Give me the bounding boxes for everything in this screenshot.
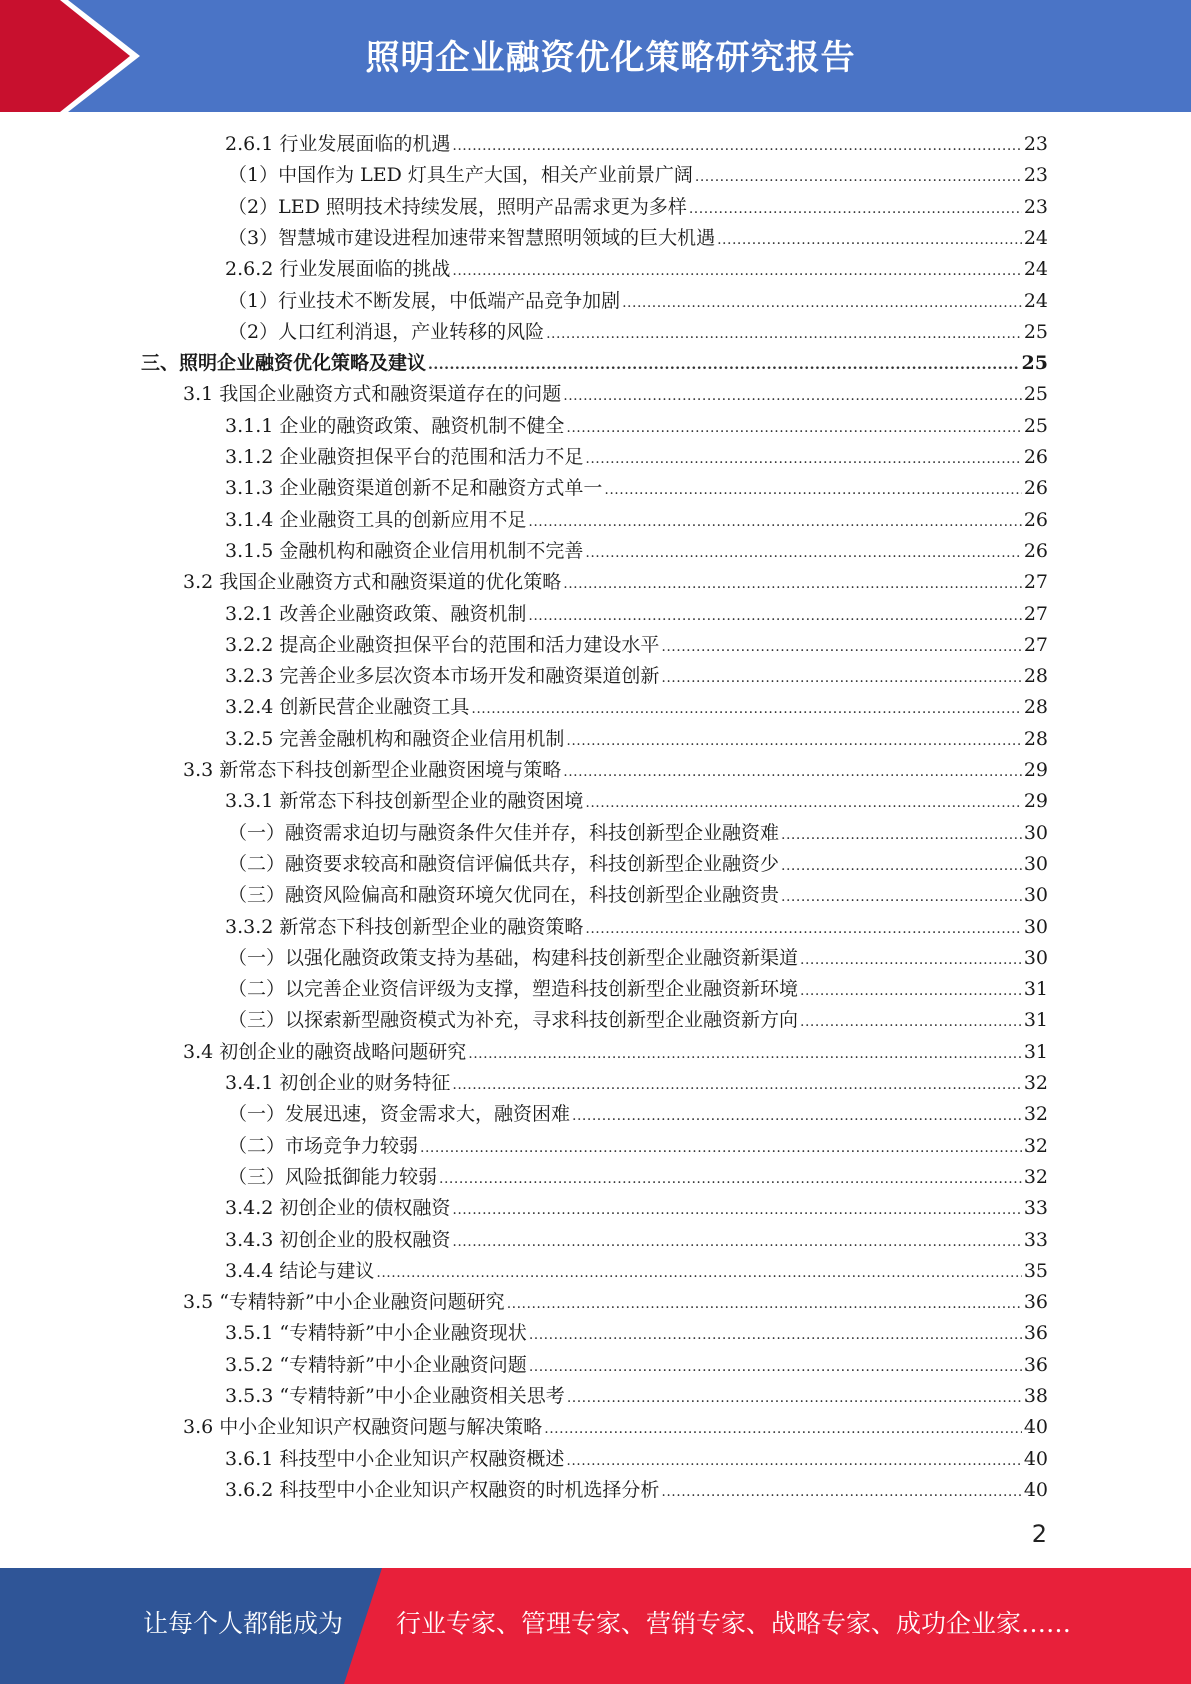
toc-entry[interactable] bbox=[228, 818, 1048, 849]
toc-entry-label: （1）中国作为 LED 灯具生产大国，相关产业前景广阔 bbox=[228, 164, 693, 187]
toc-leader-dots bbox=[544, 1414, 1022, 1445]
toc-entry-page: 32 bbox=[1023, 1072, 1048, 1094]
toc-entry[interactable] bbox=[225, 129, 1048, 160]
toc-entry[interactable] bbox=[225, 254, 1048, 285]
toc-entry[interactable] bbox=[225, 1068, 1048, 1099]
toc-entry-label: 3.4.4 结论与建议 bbox=[225, 1259, 375, 1282]
toc-entry-label: （三）融资风险偏高和融资环境欠优同在，科技创新型企业融资贵 bbox=[228, 884, 780, 907]
toc-entry-label: 3.6 中小企业知识产权融资问题与解决策略 bbox=[183, 1416, 543, 1439]
toc-entry[interactable] bbox=[228, 1099, 1048, 1130]
toc-entry-page: 25 bbox=[1023, 414, 1048, 437]
toc-entry[interactable] bbox=[225, 536, 1048, 567]
toc-entry[interactable] bbox=[225, 599, 1048, 630]
toc-entry-label: （一）以强化融资政策支持为基础，构建科技创新型企业融资新渠道 bbox=[228, 946, 799, 969]
toc-entry-label: 3.5 “专精特新”中小企业融资问题研究 bbox=[183, 1291, 505, 1314]
toc-entry-label: （一）融资需求迫切与融资条件欠佳并存，科技创新型企业融资难 bbox=[228, 821, 780, 844]
toc-entry-page: 25 bbox=[1023, 320, 1048, 343]
toc-entry-label: 3.1.1 企业的融资政策、融资机制不健全 bbox=[225, 414, 565, 437]
toc-entry[interactable] bbox=[228, 192, 1048, 223]
toc-entry[interactable] bbox=[228, 974, 1048, 1005]
toc-entry-page: 27 bbox=[1023, 633, 1048, 656]
page-number: 2 bbox=[1031, 1520, 1047, 1548]
toc-entry[interactable] bbox=[183, 567, 1048, 598]
toc-leader-dots bbox=[528, 601, 1021, 632]
toc-entry-label: 3.5.2 “专精特新”中小企业融资问题 bbox=[225, 1353, 527, 1376]
toc-entry-page: 33 bbox=[1023, 1228, 1048, 1251]
toc-entry-label: 3.2.2 提高企业融资担保平台的范围和活力建设水平 bbox=[225, 633, 660, 656]
toc-entry-label: 3.6.2 科技型中小企业知识产权融资的时机选择分析 bbox=[225, 1478, 660, 1501]
toc-entry[interactable] bbox=[183, 379, 1048, 410]
toc-entry[interactable] bbox=[225, 724, 1048, 755]
toc-entry-page: 29 bbox=[1023, 759, 1048, 781]
toc-entry[interactable] bbox=[225, 442, 1048, 473]
toc-entry[interactable] bbox=[225, 1225, 1048, 1256]
toc-entry-label: （三）以探索新型融资模式为补充，寻求科技创新型企业融资新方向 bbox=[228, 1009, 799, 1032]
toc-entry-label: 3.4.3 初创企业的股权融资 bbox=[225, 1228, 451, 1251]
toc-entry[interactable] bbox=[183, 1412, 1048, 1443]
toc-leader-dots bbox=[800, 976, 1022, 1007]
toc-leader-dots bbox=[452, 131, 1021, 162]
toc-entry[interactable] bbox=[228, 1162, 1048, 1193]
toc-entry-label: 3.3 新常态下科技创新型企业融资困境与策略 bbox=[183, 759, 562, 781]
toc-entry-label: 3.1 我国企业融资方式和融资渠道存在的问题 bbox=[183, 383, 562, 406]
report-title: 照明企业融资优化策略研究报告 bbox=[365, 38, 856, 78]
toc-entry-page: 28 bbox=[1023, 696, 1048, 719]
toc-leader-dots bbox=[471, 694, 1021, 725]
toc-entry-page: 35 bbox=[1023, 1259, 1048, 1282]
toc-leader-dots bbox=[572, 1101, 1022, 1132]
toc-entry[interactable] bbox=[225, 1256, 1048, 1287]
toc-entry-label: 3.2 我国企业融资方式和融资渠道的优化策略 bbox=[183, 571, 562, 594]
toc-entry-page: 36 bbox=[1023, 1322, 1048, 1345]
footer-slogan-left: 让每个人都能成为 bbox=[143, 1609, 344, 1638]
toc-entry-page: 30 bbox=[1023, 946, 1048, 969]
toc-leader-dots bbox=[566, 726, 1021, 757]
toc-entry-label: 3.5.3 “专精特新”中小企业融资相关思考 bbox=[225, 1385, 565, 1407]
toc-entry-page: 30 bbox=[1023, 884, 1048, 907]
toc-entry-page: 27 bbox=[1023, 571, 1048, 594]
toc-entry-label: 3.1.3 企业融资渠道创新不足和融资方式单一 bbox=[225, 477, 603, 500]
footer-slogan-right: 行业专家、管理专家、营销专家、战略专家、成功企业家…… bbox=[396, 1609, 1072, 1638]
toc-entry[interactable] bbox=[225, 692, 1048, 723]
toc-leader-dots bbox=[528, 507, 1021, 538]
toc-entry-page: 25 bbox=[1021, 352, 1048, 375]
toc-entry[interactable] bbox=[228, 849, 1048, 880]
toc-entry-page: 26 bbox=[1023, 539, 1048, 562]
toc-leader-dots bbox=[622, 288, 1022, 319]
toc-entry-page: 30 bbox=[1023, 915, 1048, 938]
toc-entry-label: （三）风险抵御能力较弱 bbox=[228, 1165, 438, 1188]
toc-entry-label: （二）融资要求较高和融资信评偏低共存，科技创新型企业融资少 bbox=[228, 852, 780, 875]
toc-leader-dots bbox=[420, 1133, 1022, 1164]
toc-entry-page: 23 bbox=[1023, 133, 1048, 155]
toc-entry-label: 三、照明企业融资优化策略及建议 bbox=[141, 352, 427, 375]
toc-entry-label: 3.4 初创企业的融资战略问题研究 bbox=[183, 1040, 467, 1063]
toc-entry-label: 3.2.3 完善企业多层次资本市场开发和融资渠道创新 bbox=[225, 665, 660, 688]
toc-entry-label: 2.6.1 行业发展面临的机遇 bbox=[225, 133, 451, 155]
toc-entry-page: 36 bbox=[1023, 1353, 1048, 1376]
toc-entry[interactable] bbox=[225, 411, 1048, 442]
toc-entry[interactable] bbox=[141, 348, 1048, 379]
toc-entry-page: 26 bbox=[1023, 508, 1048, 531]
toc-leader-dots bbox=[781, 882, 1022, 913]
toc-leader-dots bbox=[695, 162, 1022, 193]
toc-leader-dots bbox=[781, 820, 1022, 851]
toc-leader-dots bbox=[468, 1039, 1022, 1070]
toc-leader-dots bbox=[452, 1227, 1021, 1258]
toc-entry[interactable] bbox=[225, 505, 1048, 536]
toc-entry[interactable] bbox=[228, 286, 1048, 317]
toc-entry-page: 31 bbox=[1023, 1009, 1048, 1032]
toc-entry[interactable] bbox=[225, 912, 1048, 943]
toc-leader-dots bbox=[585, 914, 1021, 945]
toc-entry-label: 3.2.5 完善金融机构和融资企业信用机制 bbox=[225, 727, 565, 750]
toc-leader-dots bbox=[585, 444, 1021, 475]
toc-leader-dots bbox=[376, 1258, 1021, 1289]
toc-entry-page: 26 bbox=[1023, 477, 1048, 500]
toc-entry-page: 31 bbox=[1023, 978, 1048, 1001]
toc-entry-label: 3.2.4 创新民营企业融资工具 bbox=[225, 696, 470, 719]
toc-entry[interactable] bbox=[225, 1381, 1048, 1412]
toc-entry-label: 3.2.1 改善企业融资政策、融资机制 bbox=[225, 602, 527, 625]
toc-entry-label: 3.1.5 金融机构和融资企业信用机制不完善 bbox=[225, 539, 584, 562]
toc-leader-dots bbox=[661, 1477, 1021, 1508]
toc-entry-page: 36 bbox=[1023, 1291, 1048, 1314]
toc-entry[interactable] bbox=[225, 473, 1048, 504]
toc-entry[interactable] bbox=[183, 1287, 1048, 1318]
toc-leader-dots bbox=[452, 1070, 1021, 1101]
toc-entry[interactable] bbox=[228, 1005, 1048, 1036]
toc-entry-label: 3.4.1 初创企业的财务特征 bbox=[225, 1072, 451, 1094]
toc-leader-dots bbox=[452, 256, 1021, 287]
toc-entry-label: （二）以完善企业资信评级为支撑，塑造科技创新型企业融资新环境 bbox=[228, 978, 799, 1001]
toc-leader-dots bbox=[661, 663, 1021, 694]
toc-leader-dots bbox=[585, 538, 1021, 569]
toc-entry-page: 25 bbox=[1023, 383, 1048, 406]
toc-leader-dots bbox=[717, 225, 1022, 256]
toc-entry[interactable] bbox=[225, 661, 1048, 692]
toc-entry-page: 29 bbox=[1023, 790, 1048, 813]
toc-entry-label: 3.5.1 “专精特新”中小企业融资现状 bbox=[225, 1322, 527, 1345]
toc-entry-page: 23 bbox=[1023, 195, 1048, 218]
page-footer bbox=[0, 1568, 1191, 1684]
toc-leader-dots bbox=[566, 1446, 1021, 1477]
toc-entry-page: 40 bbox=[1023, 1416, 1048, 1439]
toc-leader-dots bbox=[689, 194, 1022, 225]
toc-entry[interactable] bbox=[225, 1318, 1048, 1349]
toc-entry-page: 30 bbox=[1023, 852, 1048, 875]
toc-leader-dots bbox=[452, 1195, 1021, 1226]
toc-entry-page: 33 bbox=[1023, 1197, 1048, 1220]
toc-entry-page: 24 bbox=[1023, 289, 1048, 312]
toc-entry-label: （2）LED 照明技术持续发展，照明产品需求更为多样 bbox=[228, 195, 687, 218]
toc-leader-dots bbox=[585, 788, 1021, 819]
toc-leader-dots bbox=[661, 632, 1021, 663]
toc-leader-dots bbox=[546, 319, 1022, 350]
toc-entry[interactable] bbox=[183, 755, 1048, 786]
toc-entry-page: 40 bbox=[1023, 1447, 1048, 1470]
toc-entry[interactable] bbox=[228, 1131, 1048, 1162]
toc-entry[interactable] bbox=[225, 1193, 1048, 1224]
toc-leader-dots bbox=[529, 1320, 1022, 1351]
toc-entry-label: （二）市场竞争力较弱 bbox=[228, 1134, 419, 1157]
toc-entry[interactable] bbox=[225, 630, 1048, 661]
toc-entry-label: （3）智慧城市建设进程加速带来智慧照明领域的巨大机遇 bbox=[228, 226, 716, 249]
toc-entry-label: 3.3.1 新常态下科技创新型企业的融资困境 bbox=[225, 790, 584, 813]
toc-entry-page: 38 bbox=[1023, 1385, 1048, 1407]
toc-leader-dots bbox=[563, 569, 1022, 600]
toc-leader-dots bbox=[800, 1007, 1022, 1038]
toc-entry[interactable] bbox=[225, 1444, 1048, 1475]
toc-leader-dots bbox=[563, 381, 1022, 412]
toc-entry-page: 32 bbox=[1023, 1165, 1048, 1188]
toc-entry-page: 24 bbox=[1023, 226, 1048, 249]
toc-entry[interactable] bbox=[228, 943, 1048, 974]
toc-entry[interactable] bbox=[225, 1475, 1048, 1506]
toc-entry[interactable] bbox=[228, 223, 1048, 254]
toc-leader-dots bbox=[566, 413, 1021, 444]
toc-entry[interactable] bbox=[228, 160, 1048, 191]
toc-entry-label: （1）行业技术不断发展，中低端产品竞争加剧 bbox=[228, 289, 621, 312]
page-header bbox=[0, 0, 1191, 112]
toc-leader-dots bbox=[567, 1383, 1022, 1414]
toc-entry-label: （一）发展迅速，资金需求大，融资困难 bbox=[228, 1103, 571, 1126]
toc-entry-page: 31 bbox=[1023, 1040, 1048, 1063]
toc-entry-page: 24 bbox=[1023, 258, 1048, 281]
toc-leader-dots bbox=[563, 757, 1022, 788]
toc-entry-label: 2.6.2 行业发展面临的挑战 bbox=[225, 258, 451, 281]
toc-entry-page: 26 bbox=[1023, 446, 1048, 468]
toc-entry-page: 40 bbox=[1023, 1478, 1048, 1501]
toc-entry[interactable] bbox=[183, 1037, 1048, 1068]
toc-leader-dots bbox=[507, 1289, 1022, 1320]
toc-entry-page: 27 bbox=[1023, 602, 1048, 625]
toc-leader-dots bbox=[428, 350, 1020, 381]
toc-entry-label: （2）人口红利消退，产业转移的风险 bbox=[228, 320, 545, 343]
toc-entry-label: 3.6.1 科技型中小企业知识产权融资概述 bbox=[225, 1447, 565, 1470]
toc-entry-page: 30 bbox=[1023, 821, 1048, 844]
toc-entry-label: 3.3.2 新常态下科技创新型企业的融资策略 bbox=[225, 915, 584, 938]
toc-leader-dots bbox=[800, 945, 1022, 976]
toc-entry-page: 28 bbox=[1023, 727, 1048, 750]
toc-entry-page: 32 bbox=[1023, 1103, 1048, 1126]
toc-entry-label: 3.4.2 初创企业的债权融资 bbox=[225, 1197, 451, 1220]
toc-entry[interactable] bbox=[228, 880, 1048, 911]
toc-leader-dots bbox=[781, 851, 1022, 882]
toc-entry-label: 3.1.4 企业融资工具的创新应用不足 bbox=[225, 508, 527, 531]
toc-entry-label: 3.1.2 企业融资担保平台的范围和活力不足 bbox=[225, 446, 584, 468]
toc-entry[interactable] bbox=[225, 1350, 1048, 1381]
toc-entry[interactable] bbox=[228, 317, 1048, 348]
toc-leader-dots bbox=[439, 1164, 1022, 1195]
toc-entry-page: 28 bbox=[1023, 665, 1048, 688]
toc-entry-page: 23 bbox=[1023, 164, 1048, 187]
toc-leader-dots bbox=[529, 1352, 1022, 1383]
toc-entry[interactable] bbox=[225, 786, 1048, 817]
toc-leader-dots bbox=[604, 475, 1021, 506]
toc-entry-page: 32 bbox=[1023, 1134, 1048, 1157]
